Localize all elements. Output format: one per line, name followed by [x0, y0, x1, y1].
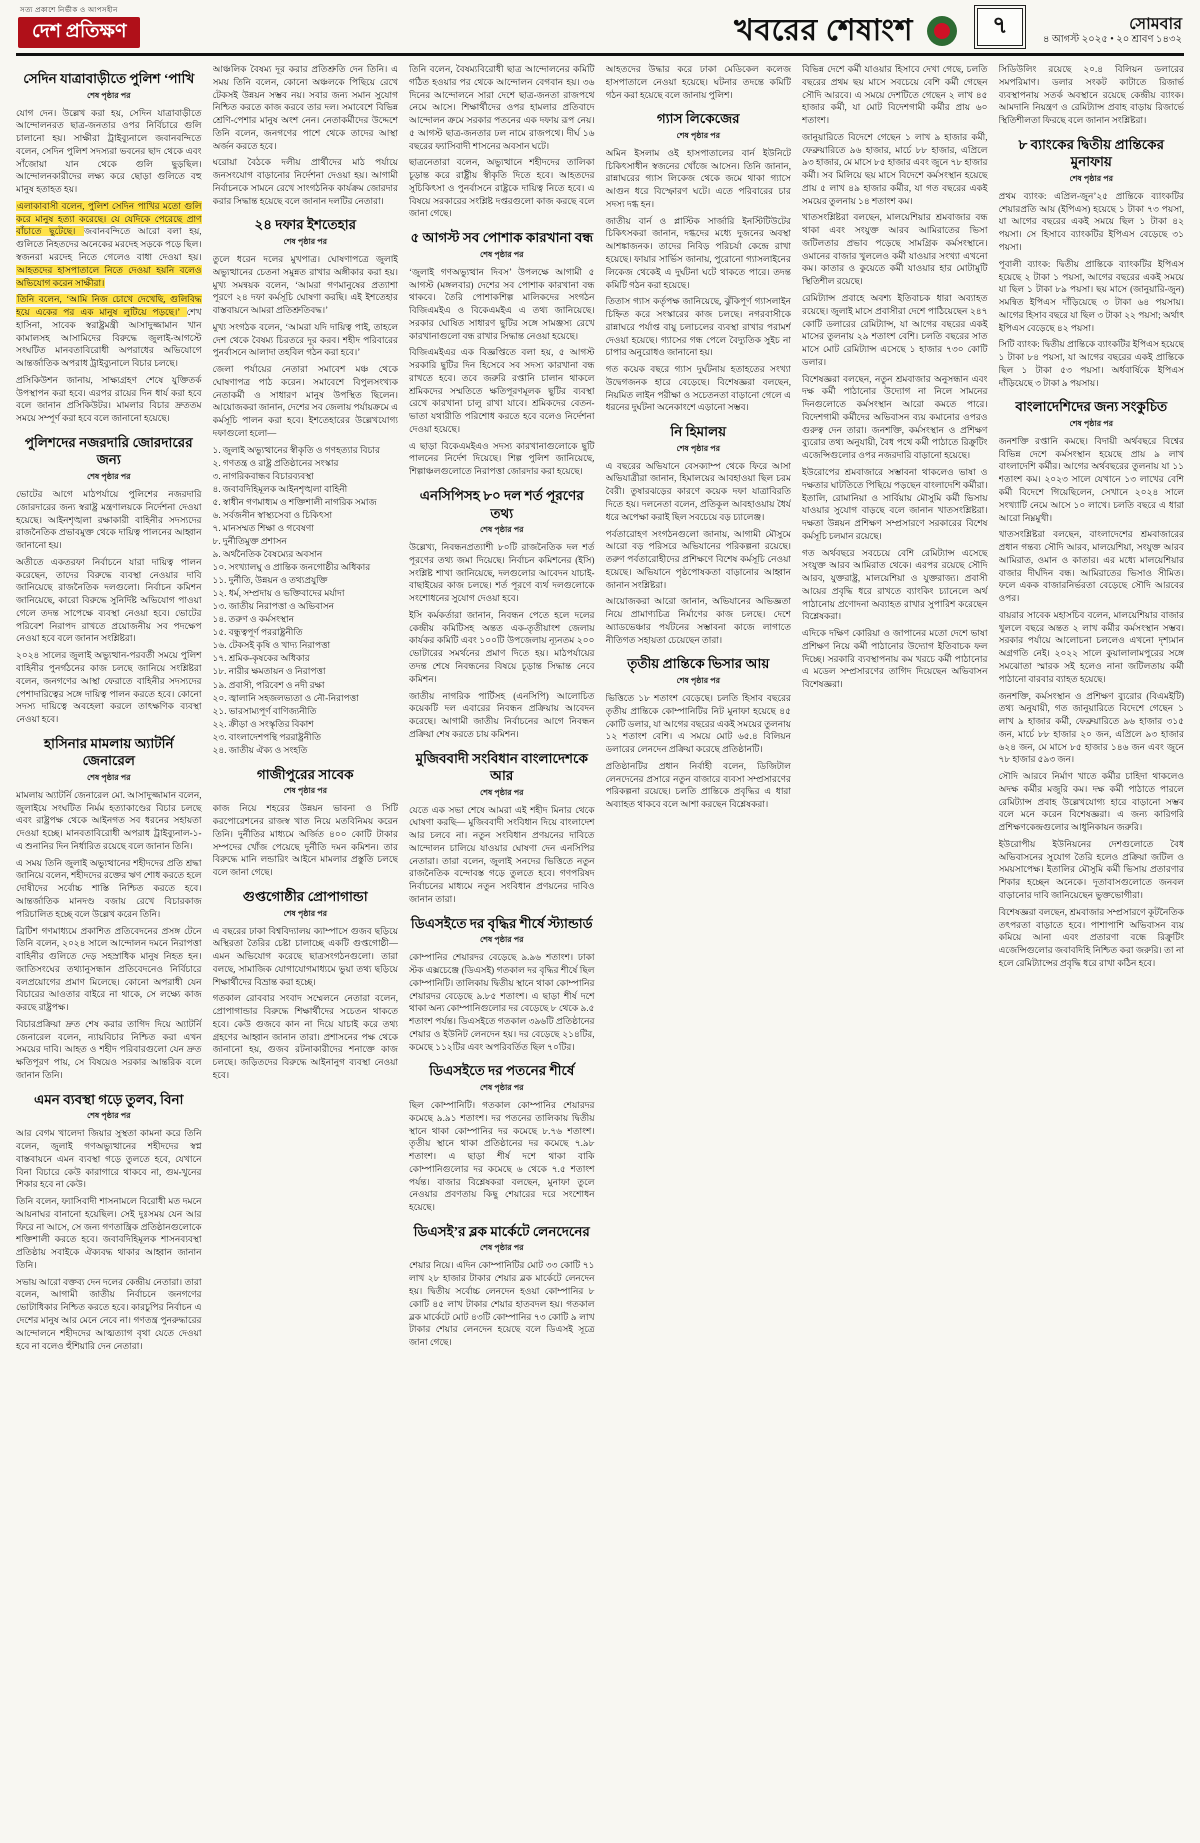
article-paragraph: প্রথম ব্যাংক: এপ্রিল-জুন’২৫ প্রান্তিকে ব্যাংকটির শেয়ারপ্রতি আয় (ইপিএস) হয়েছে ১ টাকা ৭৩ পয়সা, যা আগের বছরের একই সময়ে ছিল ১ টাকা ৪২ পয়সা। সে হিসাবে ব্যাংকটির ইপিএস বেড়েছে ৩১ পয়সা।: [998, 190, 1184, 252]
article: [16, 434, 202, 726]
masthead: [16, 8, 1184, 56]
article-paragraph: তিনি বলেন, বৈষম্যবিরোধী ছাত্র আন্দোলনের কমিটি গঠিত হওয়ার পর থেকে আন্দোলন বেগবান হয়। ৩৬ দিনের আন্দোলনে সারা দেশে ছাত্র-জনতা রাজপথে নেমে আসে। শিক্ষার্থীদের ওপর হামলার প্রতিবাদে আন্দোলন ক্রমে সরকার পতনের এক দফায় রূপ নেয়। ৫ আগস্ট ছাত্র-জনতার ঢল নামে রাজপথে। দীর্ঘ ১৬ বছরের ফ্যাসিবাদী শাসনের অবসান ঘটে।: [409, 64, 595, 151]
article-paragraph: ভোটের আগে মাঠপর্যায়ে পুলিশের নজরদারি জোরদারের জন্য স্বরাষ্ট্র মন্ত্রণালয়কে নির্দেশনা দেওয়া হয়েছে। আইনশৃঙ্খলা রক্ষাকারী বাহিনীর সদস্যদের রাজনৈতিক প্রভাবমুক্ত থেকে দায়িত্ব পালনের আহ্বান জানানো হয়।: [16, 489, 202, 551]
article-paragraph: সৌদি আরবে নির্মাণ খাতে কর্মীর চাহিদা থাকলেও অদক্ষ কর্মীর মজুরি কম। দক্ষ কর্মী পাঠাতে পারলে রেমিট্যান্স প্রবাহ উল্লেখযোগ্য হারে বাড়ানো সম্ভব বলে মনে করেন বিশেষজ্ঞরা। এ জন্য কারিগরি প্রশিক্ষণকেন্দ্রগুলোর আধুনিকায়ন জরুরি।: [998, 771, 1184, 833]
article-paragraph: বিচারপ্রক্রিয়া দ্রুত শেষ করার তাগিদ দিয়ে অ্যাটর্নি জেনারেল বলেন, ন্যায়বিচার নিশ্চিত করা এখন সময়ের দাবি। আহত ও শহীদ পরিবারগুলো যেন দ্রুত ক্ষতিপূরণ পায়, সে বিষয়েও সরকার আন্তরিক বলে জানান তিনি।: [16, 1018, 202, 1080]
article-paragraph: যেতে এক সভা শেষে আমরা এই শহীদ মিনার থেকে ঘোষণা করছি— মুজিববাদী সংবিধান দিয়ে বাংলাদেশ আর চলবে না। নতুন সংবিধান প্রণয়নের দাবিতে আন্দোলন চালিয়ে যাওয়ার ঘোষণা দেন এনসিপির নেতারা। তারা বলেন, জুলাই সনদের ভিত্তিতে নতুন রাজনৈতিক বন্দোবস্ত গড়ে তুলতে হবে। গণপরিষদ নির্বাচনের মাধ্যমে নতুন সংবিধান প্রণয়নের দাবিও জানান তারা।: [409, 804, 595, 905]
manifesto-item: ৬. সর্বজনীন স্বাস্থ্যসেবা ও চিকিৎসা: [212, 509, 333, 520]
article-headline: এনসিপিসহ ৮০ দল শর্ত পূরণের তথ্য: [419, 487, 584, 521]
continued-from-label: শেষ পৃষ্ঠার পর: [86, 90, 131, 100]
article-paragraph: তুলে ধরেন দলের মুখপাত্র। ঘোষণাপত্রে জুলাই অভ্যুত্থানের চেতনা সমুন্নত রাখার অঙ্গীকার করা হয়। মুখ্য সমন্বয়ক বলেন, ‘আমরা গণমানুষের প্রত্যাশা পূরণে ২৪ দফা কর্মসূচি ঘোষণা করছি। এই ইশতেহার বাস্তবায়নে আমরা প্রতিশ্রুতিবদ্ধ।’: [212, 253, 398, 316]
article-paragraph: ভিত্তিতে ১৮ শতাংশ বেড়েছে। চলতি হিসাব বছরের তৃতীয় প্রান্তিকে কোম্পানিটির নিট মুনাফা হয়েছে ৪৫ কোটি ডলার, যা আগের বছরের একই সময়ের তুলনায় ১২ শতাংশ বেশি। এ সময়ে মোট ৬৫.৪ বিলিয়ন ডলারের লেনদেন প্রক্রিয়া করেছে প্রতিষ্ঠানটি।: [605, 692, 791, 755]
article-paragraph: ছাত্রনেতারা বলেন, অভ্যুত্থানে শহীদদের তালিকা চূড়ান্ত করে রাষ্ট্রীয় স্বীকৃতি দিতে হবে। আহতদের সুচিকিৎসা ও পুনর্বাসনে রাষ্ট্রকে দায়িত্ব নিতে হবে। এ বিষয়ে সরকারের সংশ্লিষ্ট দপ্তরগুলো কাজ করছে বলে জানা গেছে।: [409, 157, 595, 219]
article-paragraph: মামলায় অ্যাটর্নি জেনারেল মো. আসাদুজ্জামান বলেন, জুলাইয়ে সংঘটিত নির্মম হত্যাকাণ্ডের বিচার চলছে এবং রাষ্ট্রপক্ষ থেকে আইনগত সব ধরনের সহায়তা দেওয়া হচ্ছে। মানবতাবিরোধী অপরাধ ট্রাইব্যুনাল-১-এ শুনানির দিন নির্ধারিত রয়েছে বলে জানান তিনি।: [16, 789, 202, 851]
article: [999, 398, 1185, 969]
article-headline: সেদিন যাত্রাবাড়ীতে পুলিশ ‘পাখি: [23, 71, 195, 86]
manifesto-item: ১৯. প্রবাসী, পরিবেশ ও নদী রক্ষা: [212, 679, 325, 690]
article-headline: গুপ্তগোষ্ঠীর প্রোপাগান্ডা: [242, 888, 368, 904]
column-3: [409, 63, 595, 1818]
date-block: [1043, 16, 1182, 48]
article-headline: মুজিববাদী সংবিধান বাংলাদেশকে আর: [415, 750, 588, 784]
article: [409, 750, 595, 906]
article-paragraph: এ বছরের অভিযানে বেসক্যাম্প থেকে ফিরে আসা অভিযাত্রীরা জানান, হিমালয়ের আবহাওয়া ছিল চরম বৈরী। তুষারঝড়ের কারণে কয়েক দফা যাত্রাবিরতি দিতে হয়। দলনেতা বলেন, প্রতিকূল আবহাওয়ায় ধৈর্য ধরে অপেক্ষা করাই ছিল সবচেয়ে বড় চ্যালেঞ্জ।: [605, 460, 791, 522]
article-paragraph: আঞ্চলিক বৈষম্য দূর করার প্রতিশ্রুতি দেন তিনি। এ সময় তিনি বলেন, কোনো অঞ্চলকে পিছিয়ে রেখে টেকসই উন্নয়ন সম্ভব নয়। সবার জন্য সমান সুযোগ নিশ্চিত করতে কাজ করবে তার দল। সমাবেশে বিভিন্ন শ্রেণি-পেশার মানুষ অংশ নেন। নেতাকর্মীদের উদ্দেশে তিনি বলেন, জনগণের পাশে থেকে তাদের আস্থা অর্জন করতে হবে।: [212, 64, 398, 151]
logo-tagline: সত্য প্রকাশে নির্ভীক ও আপসহীন: [20, 6, 118, 14]
article-paragraph: খাতসংশ্লিষ্টরা বলছেন, বাংলাদেশের শ্রমবাজারের প্রধান গন্তব্য সৌদি আরব, মালয়েশিয়া, সংযুক্ত আরব আমিরাত, ওমান ও কাতার। এর মধ্যে মালয়েশিয়ার বাজার দীর্ঘদিন বন্ধ। আমিরাতের ভিসাও সীমিত। ফলে একক বাজারনির্ভরতা বেড়েছে সৌদি আরবের ওপর।: [998, 529, 1184, 604]
manifesto-item: ১১. দুর্নীতি, উন্নয়ন ও তথ্যপ্রযুক্তি: [212, 575, 328, 586]
article: [409, 1062, 595, 1213]
continued-from-label: শেষ পৃষ্ঠার পর: [86, 1111, 131, 1121]
continued-from-label: শেষ পৃষ্ঠার পর: [283, 786, 328, 796]
continued-from-label: শেষ পৃষ্ঠার পর: [479, 1243, 524, 1253]
highlighted-text: এলাকাবাসী বলেন, পুলিশ সেদিন পাখির মতো গুলি করে মানুষ হত্যা করেছে। যে যেদিকে পেরেছে প্রাণ বাঁচাতে ছুটেছে।: [16, 200, 202, 237]
article: [16, 735, 202, 1082]
continued-from-label: শেষ পৃষ্ঠার পর: [479, 525, 524, 535]
article: [606, 655, 792, 810]
article-paragraph: প্রসিকিউশন জানায়, সাক্ষ্যগ্রহণ শেষে যুক্তিতর্ক উপস্থাপন করা হবে। এরপর রায়ের দিন ধার্য করা হবে বলে জানান প্রসিকিউটর। মামলার বিচার দ্রুততম সময়ে সম্পূর্ণ করা হবে বলে জানানো হয়েছে।: [16, 374, 202, 424]
article-continuation: [409, 63, 595, 220]
highlighted-text: তিনি বলেন, ‘আমি নিজ চোখে দেখেছি, গুলিবিদ্ধ হয়ে একের পর এক মানুষ লুটিয়ে পড়ছে।’: [16, 294, 202, 318]
article-headline: ডিএসই’র ব্লক মার্কেটে লেনদেনের: [413, 1223, 590, 1239]
weekday-label: সোমবার: [1129, 15, 1182, 33]
article: [213, 216, 399, 756]
article-paragraph: ছিল কোম্পানিটি। গতকাল কোম্পানির শেয়ারদর কমেছে ৯.৯১ শতাংশ। দর পতনের তালিকায় দ্বিতীয় স্থানে থাকা কোম্পানির দর কমেছে ৮.৭৬ শতাংশ। তৃতীয় স্থানে থাকা প্রতিষ্ঠানের দর কমেছে ৭.৯৮ শতাংশ। এ ছাড়া শীর্ষ দশে থাকা বাকি কোম্পানিগুলোর দর কমেছে ৬ থেকে ৭.৫ শতাংশ পর্যন্ত। বাজার বিশ্লেষকরা বলছেন, মুনাফা তুলে নেওয়ার প্রবণতায় কিছু শেয়ারের দরে সংশোধন হয়েছে।: [409, 1100, 595, 1213]
continued-from-label: শেষ পৃষ্ঠার পর: [479, 1083, 524, 1092]
manifesto-item: ২. গণতন্ত্র ও রাষ্ট্র প্রতিষ্ঠানের সংস্কার: [212, 457, 339, 468]
paragraph-text: জবানবন্দিতে আরো বলা হয়, গুলিতে নিহতদের অনেকের মরদেহ সড়কে পড়ে ছিল। স্বজনরা মরদেহ নিতে গেলেও বাধা দেওয়া হয়।: [16, 226, 202, 262]
continued-from-label: শেষ পৃষ্ঠার পর: [86, 772, 131, 782]
article-paragraph: সভায় আরো বক্তব্য দেন দলের কেন্দ্রীয় নেতারা। তারা বলেন, আগামী জাতীয় নির্বাচনে জনগণের ভোটাধিকার নিশ্চিত করতে হবে। কারচুপির নির্বাচন এ দেশের মানুষ আর মেনে নেবে না। গণতন্ত্র পুনরুদ্ধারের আন্দোলনে শহীদদের আত্মত্যাগ বৃথা যেতে দেওয়া হবে না বলেও হুঁশিয়ারি দেন নেতারা।: [16, 1276, 202, 1351]
article-paragraph: এদিকে দক্ষিণ কোরিয়া ও জাপানের মতো দেশে ভাষা প্রশিক্ষণ নিয়ে কর্মী পাঠানোর উদ্যোগ ইতিবাচক ফল দিচ্ছে। সরকারি ব্যবস্থাপনায় কম খরচে কর্মী পাঠানোর এ মডেল সম্প্রসারণের তাগিদ দিয়েছেন অভিবাসন বিশেষজ্ঞরা।: [802, 628, 988, 690]
article-continuation: [802, 63, 988, 691]
continued-from-label: শেষ পৃষ্ঠার পর: [676, 130, 721, 140]
article-headline: তৃতীয় প্রান্তিকে ভিসার আয়: [627, 656, 770, 672]
manifesto-item: ৪. জবাবদিহিমূলক আইনশৃঙ্খলা বাহিনী: [212, 483, 348, 494]
article-headline: ডিএসইতে দর পতনের শীর্ষে: [429, 1063, 575, 1079]
column-2: [213, 63, 399, 1818]
article-paragraph: তিনি বলেন, ফ্যাসিবাদী শাসনামলে বিরোধী মত দমনে আয়নাঘর বানানো হয়েছিল। সেই দুঃসময় যেন আর ফিরে না আসে, সে জন্য গণতান্ত্রিক প্রতিষ্ঠানগুলোকে শক্তিশালী করতে হবে। জবাবদিহিমূলক শাসনব্যবস্থা প্রতিষ্ঠায় সবাইকে ঐক্যবদ্ধ থাকার আহ্বান জানান তিনি।: [16, 1196, 202, 1270]
manifesto-item: ১০. সংখ্যালঘু ও প্রান্তিক জনগোষ্ঠীর অধিকার: [212, 562, 371, 573]
article-headline: ডিএসইতে দর বৃদ্ধির শীর্ষে স্ট্যান্ডার্ড: [410, 915, 593, 931]
article: [409, 229, 595, 478]
column-5: [802, 63, 988, 1818]
article-paragraph: এ বছরের ঢাকা বিশ্ববিদ্যালয় ক্যাম্পাসে গুজব ছড়িয়ে অস্থিরতা তৈরির চেষ্টা চালাচ্ছে একটি গুপ্তগোষ্ঠী— এমন অভিযোগ করেছে ছাত্রসংগঠনগুলো। তারা বলছে, সামাজিক যোগাযোগমাধ্যমে ভুয়া তথ্য ছড়িয়ে শিক্ষার্থীদের বিভ্রান্ত করা হচ্ছে।: [212, 925, 398, 987]
article-paragraph: আর বেগম খালেদা জিয়ার সুস্থতা কামনা করে তিনি বলেন, জুলাই গণঅভ্যুত্থানের শহীদদের স্বপ্ন বাস্তবায়নে এমন ব্যবস্থা গড়ে তুলতে হবে, যেখানে বিনা বিচারে কেউ কারাগারে থাকবে না, গুম-খুনের শিকার হবে না কেউ।: [16, 1128, 202, 1190]
article-paragraph: বিশেষজ্ঞরা বলছেন, নতুন শ্রমবাজার অনুসন্ধান এবং দক্ষ কর্মী পাঠানোর উদ্যোগ না নিলে সামনের দিনগুলোতে কর্মসংস্থান আরো কমতে পারে। বিদেশগামী কর্মীদের অভিবাসন ব্যয় কমানোর ওপরও গুরুত্ব দেন তারা। জনশক্তি, কর্মসংস্থান ও প্রশিক্ষণ ব্যুরোর তথ্য অনুযায়ী, বৈধ পথে কর্মী পাঠাতে রিক্রুটিং এজেন্সিগুলোর ওপর নজরদারি বাড়ানো হয়েছে।: [802, 373, 988, 461]
article-paragraph: প্রতিষ্ঠানটির প্রধান নির্বাহী বলেন, ডিজিটাল লেনদেনের প্রসারে নতুন বাজারে ব্যবসা সম্প্রসারণের পরিকল্পনা রয়েছে। চলতি প্রান্তিকে প্রবৃদ্ধির এ ধারা অব্যাহত থাকবে বলে আশা করছেন বিশ্লেষকরা।: [605, 760, 791, 810]
manifesto-item: ১৭. শ্রমিক-কৃষকের অধিকার: [212, 653, 310, 664]
article-paragraph: বিভিন্ন দেশে কর্মী যাওয়ার হিসাবে দেখা গেছে, চলতি বছরের প্রথম ছয় মাসে সবচেয়ে বেশি কর্মী গেছেন সৌদি আরবে। এ সময়ে দেশটিতে গেছেন ২ লাখ ৪৫ হাজার কর্মী, যা মোট বিদেশগামী কর্মীর প্রায় ৬০ শতাংশ।: [802, 64, 988, 126]
paper-emblem-icon: [927, 16, 957, 46]
article: [409, 487, 595, 741]
article-continuation: [606, 63, 792, 101]
highlighted-text: আহতদের হাসপাতালে নিতে দেওয়া হয়নি বলেও অভিযোগ করেন সাক্ষীরা।: [16, 264, 202, 288]
manifesto-item: ১৪. তরুণ ও কর্মসংস্থান: [212, 614, 294, 625]
article-headline: বাংলাদেশিদের জন্য সংকুচিত: [1015, 399, 1168, 415]
article-paragraph: বায়রার সাবেক মহাসচিব বলেন, মালয়েশিয়ার বাজার খুললে বছরে অন্তত ২ লাখ কর্মীর কর্মসংস্থান সম্ভব। সরকার পর্যায়ে আলোচনা চললেও এখনো দৃশ্যমান অগ্রগতি নেই। ২০২২ সালে কুয়ালালামপুরের সঙ্গে সমঝোতা স্মারক সই হলেও নানা জটিলতায় কর্মী পাঠানো বারবার ব্যাহত হয়েছে।: [998, 609, 1184, 684]
article-continuation: [213, 63, 399, 207]
manifesto-item: ৫. স্বাধীন গণমাধ্যম ও শক্তিশালী নাগরিক সমাজ: [212, 496, 377, 507]
article-paragraph: গতকাল রোববার সংবাদ সম্মেলনে নেতারা বলেন, প্রোপাগান্ডার বিরুদ্ধে শিক্ষার্থীদের সচেতন থাকতে হবে। কেউ গুজবে কান না দিয়ে যাচাই করে তথ্য গ্রহণের আহ্বান জানান তারা। প্রশাসনের পক্ষ থেকে জানানো হয়, গুজব রটনাকারীদের শনাক্তে কাজ চলছে। জড়িতদের বিরুদ্ধে আইনানুগ ব্যবস্থা নেওয়া হবে।: [212, 993, 398, 1080]
article-paragraph: [16, 200, 202, 289]
article: [16, 70, 202, 425]
manifesto-item: ২০. জ্বালানি সহজলভ্যতা ও নৌ-নিরাপত্তা: [212, 692, 359, 703]
manifesto-item: ৮. দুর্নীতিমুক্ত প্রশাসন: [212, 536, 287, 547]
article-headline: গাজীপুরের সাবেক: [256, 766, 354, 782]
article-paragraph: ইসি কর্মকর্তারা জানান, নিবন্ধন পেতে হলে দলের কেন্দ্রীয় কমিটিসহ অন্তত এক-তৃতীয়াংশ জেলায় কার্যকর কমিটি এবং ১০০টি উপজেলায় ন্যূনতম ২০০ ভোটারের সমর্থনের প্রমাণ দিতে হয়। মাঠপর্যায়ের তদন্ত শেষে নিবন্ধনের বিষয়ে চূড়ান্ত সিদ্ধান্ত নেবে কমিশন।: [409, 609, 595, 684]
continued-from-label: শেষ পৃষ্ঠার পর: [1069, 173, 1114, 183]
article-paragraph: [16, 293, 202, 370]
article: [213, 766, 399, 879]
article-headline: গ্যাস লিকেজের: [656, 111, 740, 127]
continued-from-label: শেষ পৃষ্ঠার পর: [86, 472, 131, 482]
continued-from-label: শেষ পৃষ্ঠার পর: [283, 908, 328, 918]
article-paragraph: খাতসংশ্লিষ্টরা বলছেন, মালয়েশিয়ার শ্রমবাজার বন্ধ থাকা এবং সংযুক্ত আরব আমিরাতের ভিসা জটিলতার প্রভাব পড়েছে সামগ্রিক কর্মসংস্থানে। ওমানের বাজার খুললেও কর্মী যাওয়ার সংখ্যা এখনো কম। কাতার ও কুয়েতে কর্মী যাওয়ার হার মোটামুটি স্থিতিশীল রয়েছে।: [802, 212, 988, 287]
article-headline: ৫ আগস্ট সব পোশাক কারখানা বন্ধ: [410, 230, 594, 246]
page-number-value: ৭: [992, 13, 1008, 39]
manifesto-item: ২৪. জাতীয় ঐক্য ও সংহতি: [212, 744, 308, 755]
article-paragraph: জাতীয় বার্ন ও প্লাস্টিক সার্জারি ইনস্টিটিউটের চিকিৎসকরা জানান, দগ্ধদের মধ্যে দুজনের অবস্থা আশঙ্কাজনক। তাদের নিবিড় পরিচর্যা কেন্দ্রে রাখা হয়েছে। ফায়ার সার্ভিস জানায়, পুরোনো গ্যাসলাইনের লিকেজ থেকেই এ দুর্ঘটনা ঘটে থাকতে পারে। তদন্ত কমিটি গঠন করা হয়েছে।: [605, 215, 791, 290]
article-paragraph: ‘জুলাই গণঅভ্যুত্থান দিবস’ উপলক্ষে আগামী ৫ আগস্ট (মঙ্গলবার) দেশের সব পোশাক কারখানা বন্ধ থাকবে। তৈরি পোশাকশিল্প মালিকদের সংগঠন বিজিএমইএ ও বিকেএমইএ এ তথ্য জানিয়েছে। সরকার ঘোষিত সাধারণ ছুটির সঙ্গে সামঞ্জস্য রেখে কারখানাগুলো বন্ধ রাখার সিদ্ধান্ত নেওয়া হয়েছে।: [409, 266, 595, 341]
article-paragraph: ইউরোপীয় ইউনিয়নের দেশগুলোতে বৈধ অভিবাসনের সুযোগ তৈরি হলেও প্রক্রিয়া জটিল ও সময়সাপেক্ষ। ইতালির মৌসুমি কর্মী ভিসায় প্রতারণার শিকার হচ্ছেন অনেকে। দূতাবাসগুলোতে জনবল বাড়ানোর দাবি জানিয়েছেন ভুক্তভোগীরা।: [998, 838, 1184, 900]
column-4: [606, 63, 792, 1818]
manifesto-item: ১৩. জাতীয় নিরাপত্তা ও অভিবাসন: [212, 601, 335, 612]
continued-from-label: শেষ পৃষ্ঠার পর: [1069, 418, 1114, 428]
article: [999, 136, 1185, 390]
article-paragraph: যোগ দেন। উল্লেখ করা হয়, সেদিন যাত্রাবাড়ীতে আন্দোলনরত ছাত্র-জনতার ওপর নির্বিচারে গুলি চালানো হয়। সাক্ষীরা ট্রাইব্যুনালে জবানবন্দিতে বলেন, সেদিন পুলিশ সদস্যরা ভবনের ছাদ থেকে এবং সাঁজোয়া যান থেকে গুলি ছুড়ছিল। আন্দোলনকারীদের লক্ষ্য করে ছোড়া গুলিতে বহু মানুষ হতাহত হয়।: [16, 107, 202, 195]
manifesto-item: ১. জুলাই অভ্যুত্থানের স্বীকৃতি ও গণহত্যার বিচার: [212, 444, 380, 455]
article-paragraph: কোম্পানির শেয়ারদর বেড়েছে ৯.৯৬ শতাংশ। ঢাকা স্টক এক্সচেঞ্জে (ডিএসই) গতকাল দর বৃদ্ধির শীর্ষে ছিল কোম্পানিটি। তালিকায় দ্বিতীয় স্থানে থাকা কোম্পানির শেয়ারদর বেড়েছে ৯.৮৫ শতাংশ। এ ছাড়া শীর্ষ দশে থাকা অন্য কোম্পানিগুলোর দর বেড়েছে ৮ থেকে ৯.৫ শতাংশ পর্যন্ত। ডিএসইতে গতকাল ৩৯৬টি প্রতিষ্ঠানের শেয়ার ও ইউনিট লেনদেন হয়। দর বেড়েছে ২১৪টির, কমেছে ১১২টির এবং অপরিবর্তিত ছিল ৭০টির।: [409, 952, 595, 1052]
manifesto-item: ১৫. বন্ধুত্বপূর্ণ পররাষ্ট্রনীতি: [212, 627, 303, 638]
article-paragraph: সিডিউলিং রয়েছে ২০.৪ বিলিয়ন ডলারের সমপরিমাণ। ডলার সংকট কাটাতে রিজার্ভ ব্যবস্থাপনায় সতর্ক অবস্থানে রয়েছে কেন্দ্রীয় ব্যাংক। আমদানি নিয়ন্ত্রণ ও রেমিট্যান্স প্রবাহ বাড়ায় রিজার্ভে স্থিতিশীলতা ফিরছে বলে জানান সংশ্লিষ্টরা।: [998, 64, 1184, 126]
article-continuation: [999, 63, 1185, 127]
continued-from-label: শেষ পৃষ্ঠার পর: [479, 787, 524, 797]
article-paragraph: কাজ নিয়ে শহরের উন্নয়ন ভাবনা ও সিটি করপোরেশনের রাজস্ব খাত নিয়ে মতবিনিময় করেন তিনি। দুর্নীতির মাধ্যমে অর্জিত ৪০০ কোটি টাকার সম্পদের খোঁজ পেয়েছে দুর্নীতি দমন কমিশন। তার বিরুদ্ধে মানি লন্ডারিং আইনে মামলার প্রস্তুতি চলছে বলে জানা গেছে।: [212, 803, 398, 878]
article-paragraph: রেমিট্যান্স প্রবাহে অবশ্য ইতিবাচক ধারা অব্যাহত রয়েছে। জুলাই মাসে প্রবাসীরা দেশে পাঠিয়েছেন ২৪৭ কোটি ডলারের রেমিট্যান্স, যা আগের বছরের একই মাসের তুলনায় ২৯ শতাংশ বেশি। চলতি বছরের সাত মাসে মোট রেমিট্যান্স এসেছে ১ হাজার ৭৩০ কোটি ডলার।: [802, 293, 988, 367]
article-paragraph: ২০২৪ সালের জুলাই অভ্যুত্থান-পরবর্তী সময়ে পুলিশ বাহিনীর পুনর্গঠনের কাজ চলছে জানিয়ে সংশ্লিষ্টরা বলেন, জনগণের আস্থা ফেরাতে বাহিনীর সদস্যদের পেশাদারিত্বের সঙ্গে দায়িত্ব পালন করতে হবে। কোনো সদস্য দায়িত্বে অবহেলা করলে তাৎক্ষণিক ব্যবস্থা নেওয়া হবে।: [16, 650, 202, 725]
article: [606, 423, 792, 646]
continued-from-label: শেষ পৃষ্ঠার পর: [283, 236, 328, 246]
article-paragraph: বিজিএমইএর এক বিজ্ঞপ্তিতে বলা হয়, ৫ আগস্ট সরকারি ছুটির দিন হিসেবে সব সদস্য কারখানা বন্ধ রাখতে হবে। তবে জরুরি রপ্তানি চালান থাকলে শ্রমিকদের সম্মতিতে ক্ষতিপূরণমূলক ছুটির ব্যবস্থা রেখে কারখানা চালু রাখা যাবে। শ্রমিকদের বেতন-ভাতা যথারীতি পরিশোধ করতে হবে বলেও নির্দেশনা দেওয়া হয়েছে।: [409, 347, 595, 434]
paragraph-text: শেখ হাসিনা, সাবেক স্বরাষ্ট্রমন্ত্রী আসাদুজ্জামান খান কামালসহ আসামিদের বিরুদ্ধে জুলাই-আগস্টে সংঘটিত মানবতাবিরোধী অপরাধের অভিযোগে আন্তর্জাতিক অপরাধ ট্রাইব্যুনালে বিচার চলছে।: [16, 307, 202, 369]
manifesto-item: ৭. মানসম্মত শিক্ষা ও গবেষণা: [212, 522, 314, 533]
article-paragraph: ব্রিটিশ গণমাধ্যমে প্রকাশিত প্রতিবেদনের প্রসঙ্গ টেনে তিনি বলেন, ২০২৪ সালে আন্দোলন দমনে নিরাপত্তা বাহিনীর গুলিতে দেড় সহস্রাধিক মানুষ নিহত হন। জাতিসংঘের তথ্যানুসন্ধান প্রতিবেদনেও নির্বিচারে বলপ্রয়োগের প্রমাণ মিলেছে। কোনো অপরাধী যেন বিচারের আওতার বাইরে না থাকে, সে লক্ষ্যে কাজ করছে রাষ্ট্রপক্ষ।: [16, 925, 202, 1013]
article-paragraph: আয়োজকরা আরো জানান, অভিযানের অভিজ্ঞতা নিয়ে প্রামাণ্যচিত্র নির্মাণের কাজ চলছে। দেশে অ্যাডভেঞ্চার পর্যটনের সম্ভাবনা কাজে লাগাতে নীতিগত সহায়তা চেয়েছেন তারা।: [605, 596, 791, 645]
article-paragraph: শেয়ার নিয়ে। এদিন কোম্পানিটির মোট ৩৩ কোটি ৭১ লাখ ২৮ হাজার টাকার শেয়ার ব্লক মার্কেটে লেনদেন হয়। দ্বিতীয় সর্বোচ্চ লেনদেন হওয়া কোম্পানির ৮ কোটি ৪৫ লাখ টাকার শেয়ার হাতবদল হয়। গতকাল ব্লক মার্কেটে মোট ৪৩টি কোম্পানির ৭৩ কোটি ৯ লাখ টাকার শেয়ার লেনদেন হয়েছে বলে ডিএসই সূত্রে জানা গেছে।: [409, 1260, 595, 1348]
article-headline: ৮ ব্যাংকের দ্বিতীয় প্রান্তিকের মুনাফায়: [1018, 136, 1165, 170]
article-paragraph: সিটি ব্যাংক: দ্বিতীয় প্রান্তিকে ব্যাংকটির ইপিএস হয়েছে ১ টাকা ৮৪ পয়সা, যা আগের বছরের একই প্রান্তিকে ছিল ১ টাকা ৫৩ পয়সা। অর্ধবার্ষিকে ইপিএস দাঁড়িয়েছে ৩ টাকা ৯ পয়সায়।: [998, 339, 1184, 388]
columns: [16, 56, 1184, 1818]
manifesto-item: ৯. অর্থনৈতিক বৈষম্যের অবসান: [212, 549, 323, 560]
manifesto-item: ১৮. নারীর ক্ষমতায়ন ও নিরাপত্তা: [212, 666, 326, 677]
newspaper-title: দেশ প্রতিক্ষণ: [32, 21, 127, 42]
article-headline: হাসিনার মামলায় অ্যাটর্নি জেনারেল: [43, 735, 174, 769]
article: [213, 888, 399, 1082]
date-line: ৪ আগস্ট ২০২৫ • ২০ শ্রাবণ ১৪৩২: [1042, 34, 1182, 45]
article-paragraph: মুখ্য সংগঠক বলেন, ‘আমরা যদি দায়িত্ব পাই, তাহলে দেশ থেকে বৈষম্য চিরতরে দূর করব। শহীদ পরিবারের পুনর্বাসনে আলাদা তহবিল গঠন করা হবে।’: [212, 321, 398, 358]
logo-banner: [18, 17, 140, 48]
article-paragraph: অমিন ইসলাম ওই হাসপাতালের বার্ন ইউনিটে চিকিৎসাধীন স্বজনের খোঁজে আসেন। তিনি জানান, রান্নাঘরের গ্যাস লিকেজ থেকে জমে থাকা গ্যাসে আগুন ধরে বিস্ফোরণ ঘটে। এতে পরিবারের চার সদস্য দগ্ধ হন।: [605, 147, 791, 209]
article-headline: ২৪ দফার ইশতেহার: [254, 217, 357, 233]
manifesto-item: ১২. ধর্ম, সম্প্রদায় ও ভক্তিবাদের মর্যাদা: [212, 588, 345, 599]
article: [409, 1223, 595, 1349]
newspaper-logo: [18, 4, 140, 48]
article-headline: পুলিশদের নজরদারি জোরদারের জন্য: [24, 434, 193, 468]
article-paragraph: ঘরোয়া বৈঠকে দলীয় প্রার্থীদের মাঠ পর্যায়ে জনসংযোগ বাড়ানোর নির্দেশনা দেওয়া হয়। আগামী নির্বাচনকে সামনে রেখে সাংগঠনিক কার্যক্রম জোরদার করার সিদ্ধান্ত হয়েছে বলে জানান দলটির নেতারা।: [212, 157, 398, 206]
article-paragraph: আহতদের উদ্ধার করে ঢাকা মেডিকেল কলেজ হাসপাতালে নেওয়া হয়েছে। ঘটনার তদন্তে কমিটি গঠন করা হয়েছে বলে জানায় পুলিশ।: [605, 64, 791, 100]
continued-from-label: শেষ পৃষ্ঠার পর: [479, 249, 524, 259]
article-paragraph: পূবালী ব্যাংক: দ্বিতীয় প্রান্তিকে ব্যাংকটির ইপিএস হয়েছে ২ টাকা ১ পয়সা, আগের বছরের একই সময়ে যা ছিল ১ টাকা ৮৯ পয়সা। ছয় মাসে (জানুয়ারি-জুন) সমন্বিত ইপিএস দাঁড়িয়েছে ৩ টাকা ৬৪ পয়সায়। আগের হিসাব বছরে যা ছিল ৩ টাকা ২২ পয়সা; অর্থাৎ ইপিএস বেড়েছে ৪২ পয়সা।: [998, 258, 1184, 333]
article-paragraph: জেলা পর্যায়ের নেতারা সমাবেশ মঞ্চ থেকে ঘোষণাপত্র পাঠ করেন। সমাবেশে বিপুলসংখ্যক নেতাকর্মী ও সাধারণ মানুষ উপস্থিত ছিলেন। আয়োজকরা জানান, দেশের সব জেলায় পর্যায়ক্রমে এ কর্মসূচি পালন করা হবে। ইশতেহারের উল্লেখযোগ্য দফাগুলো হলো—: [212, 364, 398, 438]
article-paragraph: পর্বতারোহণ সংগঠনগুলো জানায়, আগামী মৌসুমে আরো বড় পরিসরে অভিযানের পরিকল্পনা রয়েছে। তরুণ পর্বতারোহীদের প্রশিক্ষণে বিশেষ কর্মসূচি নেওয়া হয়েছে। অভিযানে পৃষ্ঠপোষকতা বাড়ানোর আহ্বান জানান সংশ্লিষ্টরা।: [605, 528, 791, 590]
article: [409, 915, 595, 1054]
article-paragraph: জাতীয় নাগরিক পার্টিসহ (এনসিপি) আলোচিত কয়েকটি দল এবারের নিবন্ধন প্রক্রিয়ায় আবেদন করেছে। আগামী জাতীয় নির্বাচনের আগে নিবন্ধন প্রক্রিয়া শেষ করতে চায় কমিশন।: [409, 690, 595, 739]
column-6: [999, 63, 1185, 1818]
article-paragraph: বিশেষজ্ঞরা বলছেন, শ্রমবাজার সম্প্রসারণে কূটনৈতিক তৎপরতা বাড়াতে হবে। পাশাপাশি অভিবাসন ব্যয় কমিয়ে আনা এবং প্রতারণা বন্ধে রিক্রুটিং এজেন্সিগুলোর জবাবদিহি নিশ্চিত করা জরুরি। তা না হলে রেমিট্যান্সের প্রবৃদ্ধি ধরে রাখা কঠিন হবে।: [998, 906, 1184, 968]
article-headline: এমন ব্যবস্থা গড়ে তুলব, বিনা: [34, 1091, 184, 1107]
article-paragraph: জানুয়ারিতে বিদেশে গেছেন ১ লাখ ৯ হাজার কর্মী, ফেব্রুয়ারিতে ৯৬ হাজার, মার্চে ৮৮ হাজার, এপ্রিলে ৯৩ হাজার, মে মাসে ৮৫ হাজার এবং জুনে ৭৮ হাজার কর্মী। সব মিলিয়ে ছয় মাসে বিদেশে কর্মসংস্থান হয়েছে প্রায় ৫ লাখ ৪৯ হাজার কর্মীর, যা গত বছরের একই সময়ের তুলনায় ১৪ শতাংশ কম।: [802, 131, 988, 206]
article-paragraph: উল্লেখ্য, নিবন্ধনপ্রত্যাশী ৮০টি রাজনৈতিক দল শর্ত পূরণের তথ্য জমা দিয়েছে। নির্বাচন কমিশনের (ইসি) সংশ্লিষ্ট শাখা জানিয়েছে, দলগুলোর আবেদন যাচাই-বাছাইয়ের কাজ চলছে। শর্ত পূরণে ব্যর্থ দলগুলোকে সংশোধনের সুযোগ দেওয়া হবে।: [409, 542, 595, 604]
article-paragraph: জনশক্তি, কর্মসংস্থান ও প্রশিক্ষণ ব্যুরোর (বিএমইটি) তথ্য অনুযায়ী, গত জানুয়ারিতে বিদেশে গেছেন ১ লাখ ৯ হাজার কর্মী, ফেব্রুয়ারিতে ৯৬ হাজার ৩১৫ জন, মার্চে ৮৮ হাজার ২০ জন, এপ্রিলে ৯৩ হাজার ৬২৪ জন, মে মাসে ৮৫ হাজার ১৪৬ জন এবং জুনে ৭৮ হাজার ৫৯৩ জন।: [998, 690, 1184, 765]
article: [16, 1091, 202, 1353]
article-headline: নি হিমালয়: [670, 424, 727, 440]
article-paragraph: গত অর্থবছরে সবচেয়ে বেশি রেমিট্যান্স এসেছে সংযুক্ত আরব আমিরাত থেকে। এরপর রয়েছে সৌদি আরব, যুক্তরাষ্ট্র, মালয়েশিয়া ও যুক্তরাজ্য। প্রবাসী আয়ের প্রবৃদ্ধি ধরে রাখতে ব্যাংকিং চ্যানেলে অর্থ পাঠানোয় প্রণোদনা অব্যাহত রাখার সুপারিশ করেছেন বিশ্লেষকরা।: [802, 547, 988, 622]
article-paragraph: গত কয়েক বছরে গ্যাস দুর্ঘটনায় হতাহতের সংখ্যা উদ্বেগজনক হারে বেড়েছে। বিশেষজ্ঞরা বলছেন, নিয়মিত লাইন পরীক্ষা ও সচেতনতা বাড়ানো গেলে এ ধরনের দুর্ঘটনা অনেকাংশে এড়ানো সম্ভব।: [605, 364, 791, 413]
continued-from-label: শেষ পৃষ্ঠার পর: [676, 443, 721, 453]
manifesto-item: ২১. ভারসাম্যপূর্ণ বাণিজ্যনীতি: [212, 705, 317, 716]
manifesto-item: ২৩. বাংলাদেশপন্থি পররাষ্ট্রনীতি: [212, 731, 322, 742]
article-paragraph: অতীতে একতরফা নির্বাচনে যারা দায়িত্ব পালন করেছেন, তাদের বিরুদ্ধে ব্যবস্থা নেওয়ার দাবি জানিয়েছে রাজনৈতিক দলগুলো। নির্বাচন কমিশন জানিয়েছে, কারো বিরুদ্ধে সুনির্দিষ্ট অভিযোগ পাওয়া গেলে তদন্ত সাপেক্ষে ব্যবস্থা নেওয়া হবে। ভোটের পরিবেশ নিরাপদ রাখতে প্রয়োজনীয় সব পদক্ষেপ নেওয়া হবে বলে জানান সংশ্লিষ্টরা।: [16, 556, 202, 644]
manifesto-item: ৩. নাগরিকবান্ধব বিচারব্যবস্থা: [212, 470, 314, 481]
continued-from-label: শেষ পৃষ্ঠার পর: [676, 675, 721, 685]
article-paragraph: তিতাস গ্যাস কর্তৃপক্ষ জানিয়েছে, ঝুঁকিপূর্ণ গ্যাসলাইন চিহ্নিত করে সংস্কারের কাজ চলছে। নগরবাসীকে রান্নাঘরে পর্যাপ্ত বায়ু চলাচলের ব্যবস্থা রাখার পরামর্শ দেওয়া হয়েছে। গ্যাসের গন্ধ পেলে বৈদ্যুতিক সুইচ না চাপার অনুরোধও জানানো হয়।: [605, 296, 791, 358]
continued-from-label: শেষ পৃষ্ঠার পর: [479, 935, 524, 945]
manifesto-item: ২২. ক্রীড়া ও সংস্কৃতির বিকাশ: [212, 718, 314, 729]
column-1: [16, 63, 202, 1818]
section-title: খবরের শেষাংশ: [734, 14, 913, 47]
manifesto-item: ১৬. টেকসই কৃষি ও খাদ্য নিরাপত্তা: [212, 640, 331, 651]
article: [606, 110, 792, 414]
article-paragraph: এ সময় তিনি জুলাই অভ্যুত্থানের শহীদদের প্রতি শ্রদ্ধা জানিয়ে বলেন, শহীদদের রক্তের ঋণ শোধ করতে হলে দোষীদের সর্বোচ্চ শাস্তি নিশ্চিত করতে হবে। আন্তর্জাতিক মানদণ্ড বজায় রেখে বিচারকাজ পরিচালিত হচ্ছে বলে উল্লেখ করেন তিনি।: [16, 857, 202, 919]
article-paragraph: জনশক্তি রপ্তানি কমছে। বিদায়ী অর্থবছরে বিশ্বের বিভিন্ন দেশে কর্মসংস্থান হয়েছে প্রায় ৯ লাখ বাংলাদেশি কর্মীর। আগের অর্থবছরের তুলনায় যা ১১ শতাংশ কম। ২০২৩ সালে যেখানে ১৩ লাখের বেশি কর্মী বিদেশে গিয়েছিলেন, সেখানে ২০২৪ সালে সংখ্যাটি নেমে আসে ১০ লাখে। চলতি বছরে এ ধারা আরো নিম্নমুখী।: [998, 435, 1184, 523]
page-number: [977, 8, 1023, 46]
article-paragraph: এ ছাড়া বিকেএমইএও সদস্য কারখানাগুলোকে ছুটি পালনের নির্দেশ দিয়েছে। শিল্প পুলিশ জানিয়েছে, শিল্পাঞ্চলগুলোতে নিরাপত্তা জোরদার করা হয়েছে।: [409, 440, 595, 477]
article-paragraph: ইউরোপের শ্রমবাজারে সম্ভাবনা থাকলেও ভাষা ও দক্ষতার ঘাটতিতে পিছিয়ে পড়ছেন বাংলাদেশি কর্মীরা। ইতালি, রোমানিয়া ও সার্বিয়ায় মৌসুমি কর্মী ভিসায় যাওয়ার সুযোগ বাড়ছে বলে জানান খাতসংশ্লিষ্টরা। দক্ষতা উন্নয়ন প্রশিক্ষণ সম্প্রসারণে সরকারের বিশেষ কর্মসূচি চলমান রয়েছে।: [802, 466, 988, 541]
